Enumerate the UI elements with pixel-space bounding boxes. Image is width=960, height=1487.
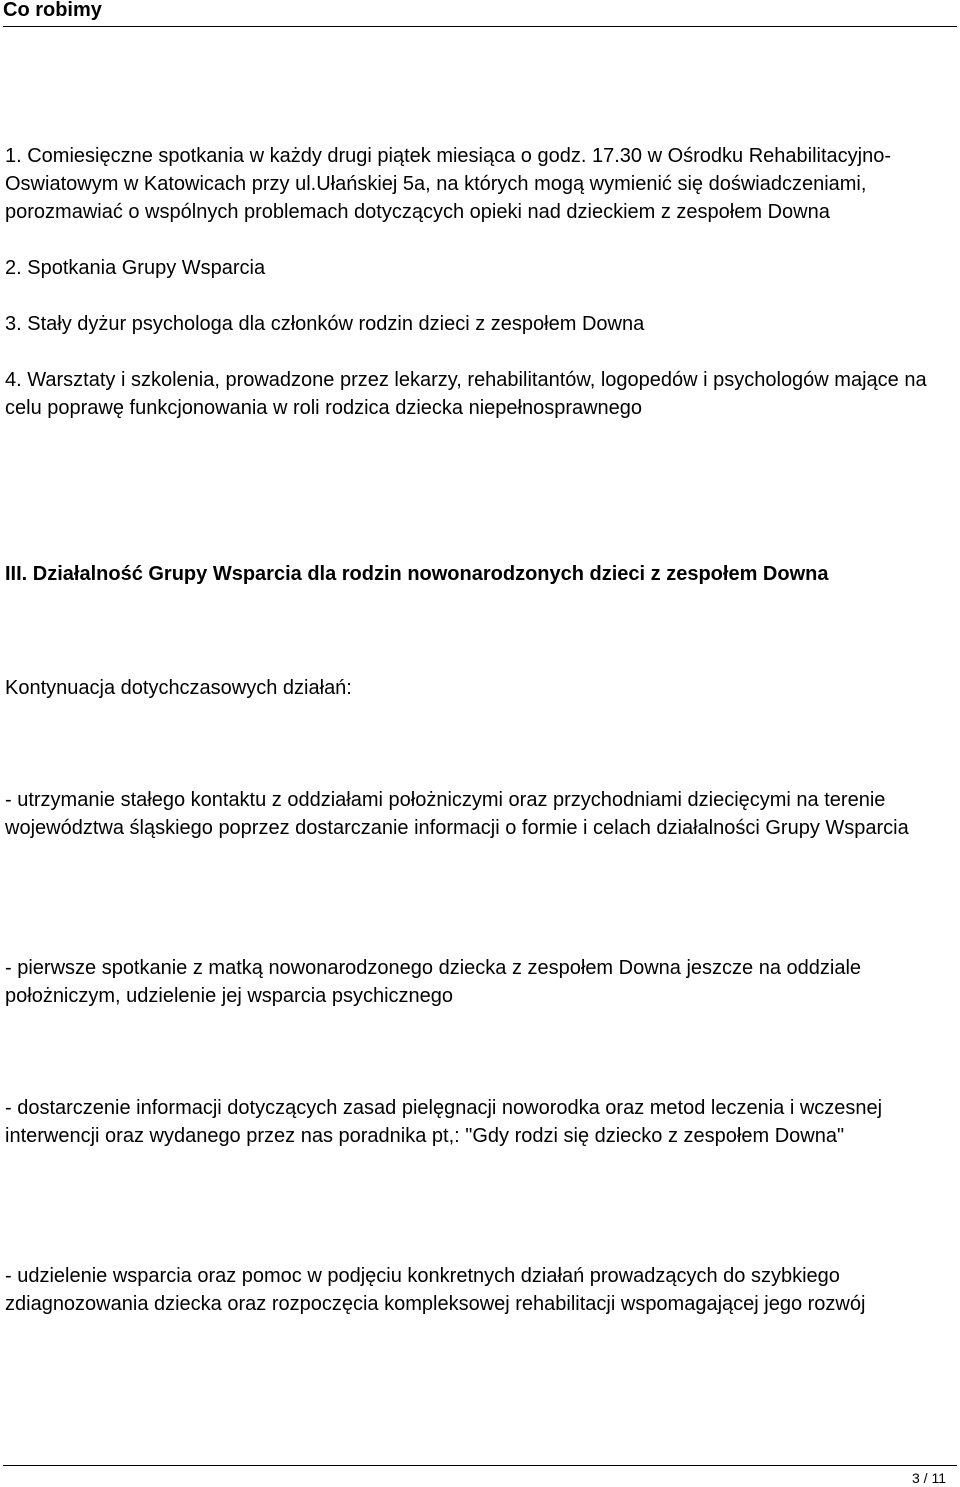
bullet-item-3: - dostarczenie informacji dotyczących zasad pielęgnacji noworodka oraz metod leczenia i wczesnej interwencji oraz wydanego przez nas poradnika pt,: "Gdy rodzi się dziecko z zespołem Downa" <box>5 1097 883 1147</box>
list-item-1: 1. Comiesięczne spotkania w każdy drugi piątek miesiąca o godz. 17.30 w Ośrodku Rehabilitacyjno-Oswiatowym w Katowicach przy ul.Ułańskiej 5a, na których mogą wymienić się doświadczeniami, porozmawiać o wspólnych problemach dotyczących opieki nad dzieckiem z zespołem Downa <box>5 145 892 223</box>
header-divider <box>3 26 957 27</box>
page-number: 3 / 11 <box>912 1470 946 1486</box>
bullet-item-2: - pierwsze spotkanie z matką nowonarodzonego dziecka z zespołem Downa jeszcze na oddziale położniczym, udzielenie jej wsparcia psychicznego <box>5 957 862 1007</box>
section-heading: III. Działalność Grupy Wsparcia dla rodzin nowonarodzonych dzieci z zespołem Downa <box>5 563 829 585</box>
list-item-2: 2. Spotkania Grupy Wsparcia <box>5 257 266 279</box>
page-header-title: Co robimy <box>3 0 102 21</box>
list-item-4: 4. Warsztaty i szkolenia, prowadzone przez lekarzy, rehabilitantów, logopedów i psychologów mające na celu poprawę funkcjonowania w roli rodzica dziecka niepełnosprawnego <box>5 369 927 419</box>
footer-divider <box>3 1465 957 1466</box>
bullet-item-4: - udzielenie wsparcia oraz pomoc w podjęciu konkretnych działań prowadzących do szybkiego zdiagnozowania dziecka oraz rozpoczęcia kompleksowej rehabilitacji wspomagającej jego rozwój <box>5 1265 866 1315</box>
bullet-item-1: - utrzymanie stałego kontaktu z oddziałami położniczymi oraz przychodniami dziecięcymi na terenie województwa śląskiego poprzez dostarczanie informacji o formie i celach działalności Grupy Wsparcia <box>5 789 909 839</box>
list-item-3: 3. Stały dyżur psychologa dla członków rodzin dzieci z zespołem Downa <box>5 313 645 335</box>
section-intro: Kontynuacja dotychczasowych działań: <box>5 677 352 699</box>
